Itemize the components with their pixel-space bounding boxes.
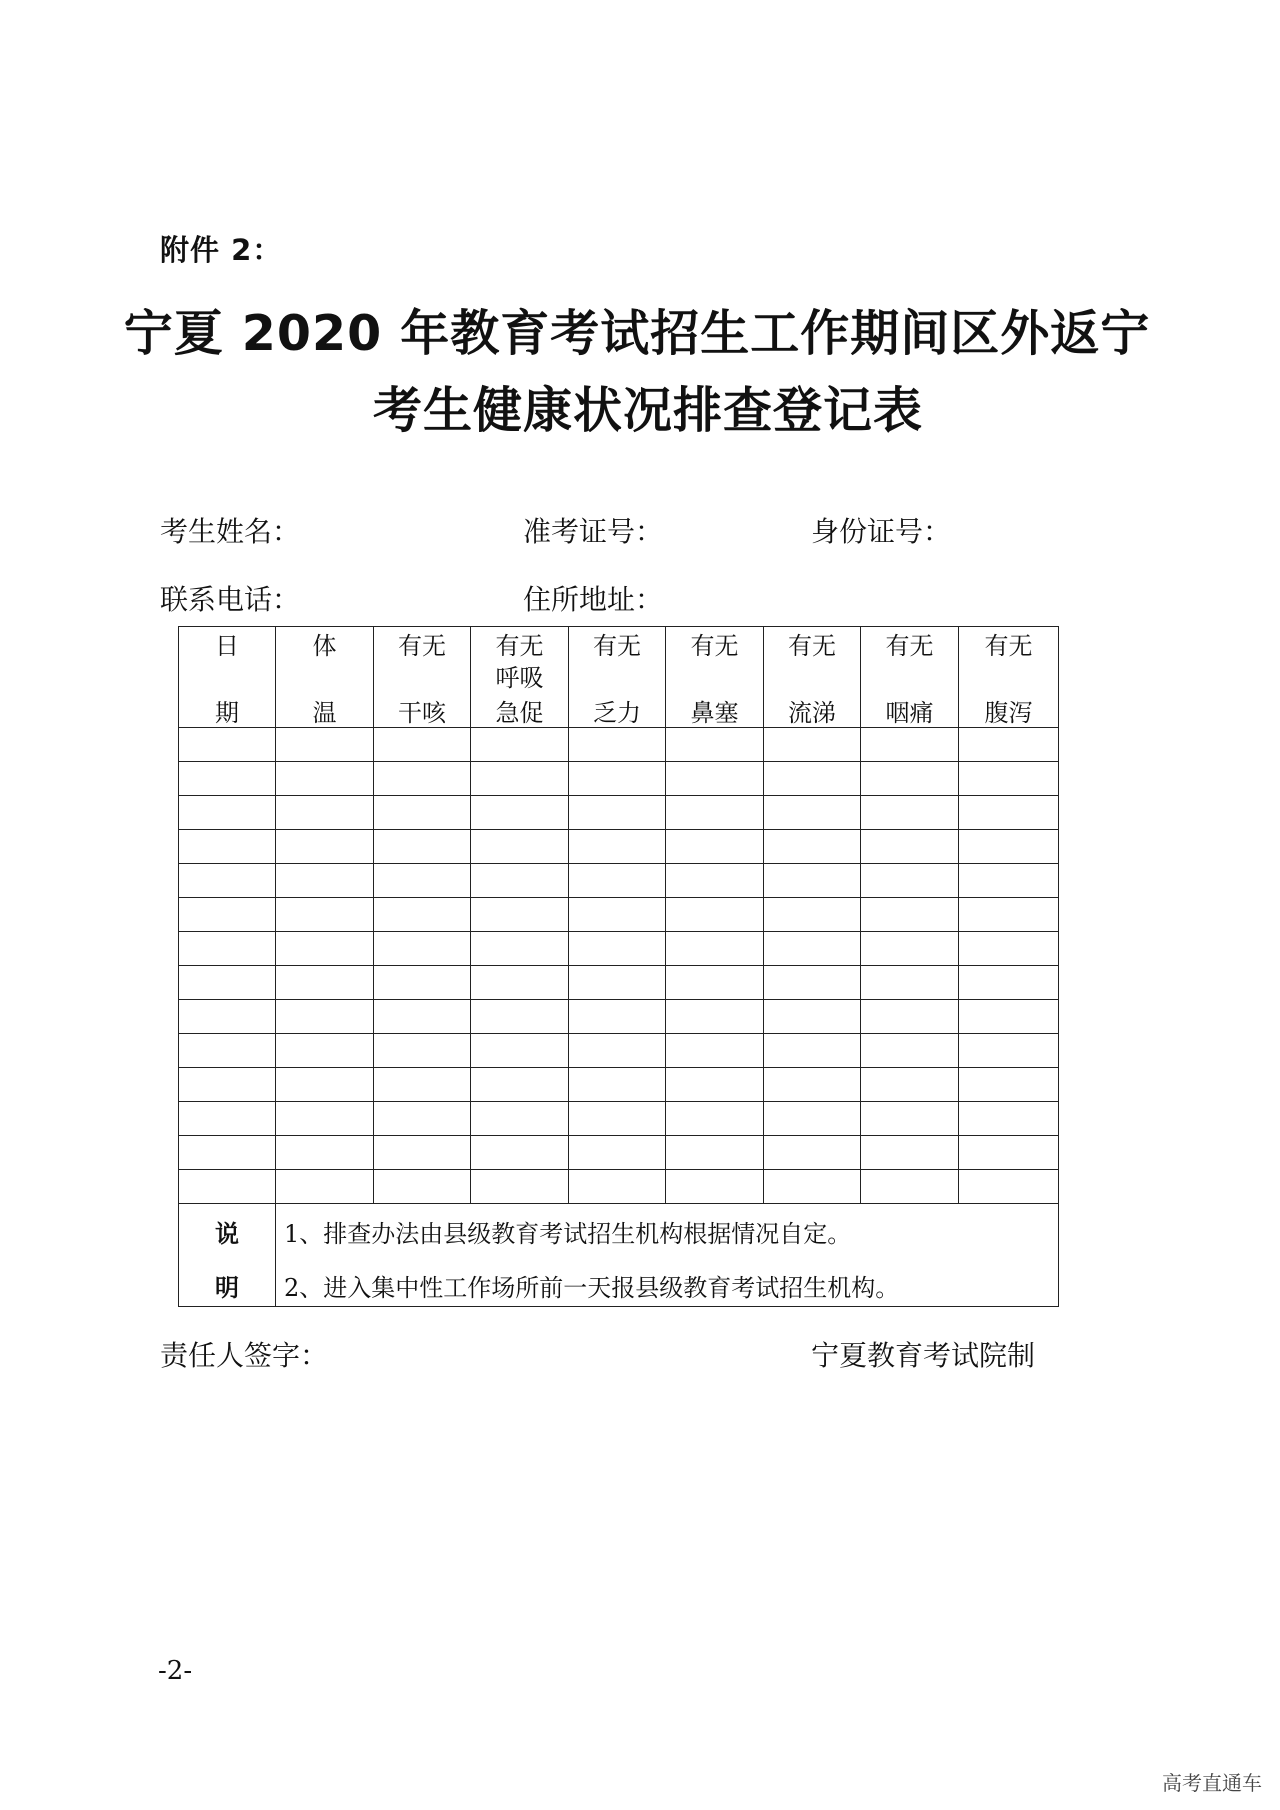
table-cell[interactable] <box>374 898 471 932</box>
table-cell[interactable] <box>276 1068 374 1102</box>
table-cell[interactable] <box>374 1170 471 1204</box>
table-cell[interactable] <box>959 1034 1059 1068</box>
table-cell[interactable] <box>374 864 471 898</box>
table-cell[interactable] <box>569 796 666 830</box>
table-cell[interactable] <box>179 932 276 966</box>
table-cell[interactable] <box>471 1102 569 1136</box>
table-cell[interactable] <box>276 1170 374 1204</box>
column-header-text-bottom: 温 <box>312 699 337 727</box>
table-cell[interactable] <box>179 762 276 796</box>
note-text-cell <box>276 1204 1059 1307</box>
watermark: 高考直通车 <box>1162 1771 1262 1795</box>
table-cell[interactable] <box>959 1170 1059 1204</box>
attachment-label: 附件 2： <box>160 233 283 267</box>
table-cell[interactable] <box>764 762 861 796</box>
table-cell[interactable] <box>374 1000 471 1034</box>
table-cell[interactable] <box>179 830 276 864</box>
column-header-5 <box>666 627 764 728</box>
table-cell[interactable] <box>569 932 666 966</box>
table-cell[interactable] <box>471 932 569 966</box>
table-cell[interactable] <box>861 762 959 796</box>
table-cell[interactable] <box>861 1068 959 1102</box>
page-title-line-1: 宁夏 2020 年教育考试招生工作期间区外返宁 <box>123 305 1151 362</box>
health-check-table <box>178 626 1059 1307</box>
table-cell[interactable] <box>179 796 276 830</box>
table-cell[interactable] <box>959 830 1059 864</box>
table-cell[interactable] <box>666 1170 764 1204</box>
table-cell[interactable] <box>471 762 569 796</box>
table-row <box>179 728 1059 762</box>
table-cell[interactable] <box>471 728 569 762</box>
table-cell[interactable] <box>764 796 861 830</box>
table-cell[interactable] <box>471 1136 569 1170</box>
table-cell[interactable] <box>471 1170 569 1204</box>
table-cell[interactable] <box>764 932 861 966</box>
column-header-text-top: 有无 <box>984 632 1033 660</box>
column-header-text-bottom: 流涕 <box>788 699 836 727</box>
table-cell[interactable] <box>471 1034 569 1068</box>
table-row <box>179 762 1059 796</box>
table-cell[interactable] <box>374 966 471 1000</box>
table-cell[interactable] <box>666 796 764 830</box>
table-cell[interactable] <box>861 932 959 966</box>
table-cell[interactable] <box>764 1136 861 1170</box>
column-header-text-bottom: 乏力 <box>593 699 641 727</box>
table-cell[interactable] <box>666 1000 764 1034</box>
issuer-label: 宁夏教育考试院制 <box>811 1339 1036 1372</box>
table-cell[interactable] <box>861 796 959 830</box>
page-title-line-2: 考生健康状况排查登记表 <box>372 382 923 439</box>
table-cell[interactable] <box>569 1068 666 1102</box>
column-header-3 <box>471 627 569 728</box>
table-cell[interactable] <box>959 864 1059 898</box>
table-cell[interactable] <box>569 966 666 1000</box>
column-header-text-bottom: 腹泻 <box>984 699 1033 727</box>
table-row <box>179 796 1059 830</box>
table-cell[interactable] <box>471 898 569 932</box>
table-cell[interactable] <box>276 898 374 932</box>
table-cell[interactable] <box>861 830 959 864</box>
table-cell[interactable] <box>276 1034 374 1068</box>
table-cell[interactable] <box>276 1102 374 1136</box>
address-field-label: 住所地址： <box>523 583 664 616</box>
column-header-text-bottom: 干咳 <box>398 699 446 727</box>
column-header-text-top: 有无 <box>690 632 739 660</box>
table-cell[interactable] <box>276 762 374 796</box>
table-cell[interactable] <box>861 1170 959 1204</box>
column-header-text-bottom: 急促 <box>495 699 544 727</box>
table-cell[interactable] <box>764 1034 861 1068</box>
column-header-text-bottom: 咽痛 <box>885 699 934 727</box>
table-row <box>179 966 1059 1000</box>
column-header-text-top: 有无 <box>593 632 641 660</box>
table-cell[interactable] <box>374 1136 471 1170</box>
table-cell[interactable] <box>179 1000 276 1034</box>
table-cell[interactable] <box>959 898 1059 932</box>
note-row <box>179 1204 1059 1307</box>
table-cell[interactable] <box>276 966 374 1000</box>
table-cell[interactable] <box>861 728 959 762</box>
table-cell[interactable] <box>374 1034 471 1068</box>
column-header-1 <box>276 627 374 728</box>
table-cell[interactable] <box>374 830 471 864</box>
table-cell[interactable] <box>666 1136 764 1170</box>
column-header-text-top: 有无 <box>788 632 836 660</box>
table-row <box>179 1170 1059 1204</box>
page-number: -2- <box>158 1656 193 1686</box>
table-cell[interactable] <box>276 1136 374 1170</box>
table-cell[interactable] <box>179 728 276 762</box>
note-line-1: 1、排查办法由县级教育考试招生机构根据情况自定。 <box>284 1220 852 1248</box>
table-cell[interactable] <box>374 1068 471 1102</box>
table-cell[interactable] <box>276 728 374 762</box>
table-cell[interactable] <box>569 864 666 898</box>
table-cell[interactable] <box>179 1068 276 1102</box>
table-cell[interactable] <box>764 1068 861 1102</box>
table-cell[interactable] <box>861 966 959 1000</box>
table-cell[interactable] <box>959 966 1059 1000</box>
column-header-6 <box>764 627 861 728</box>
table-cell[interactable] <box>276 932 374 966</box>
table-cell[interactable] <box>666 1068 764 1102</box>
table-cell[interactable] <box>179 898 276 932</box>
table-cell[interactable] <box>666 898 764 932</box>
column-header-text-bottom: 鼻塞 <box>690 699 739 727</box>
table-cell[interactable] <box>764 1000 861 1034</box>
table-cell[interactable] <box>569 1034 666 1068</box>
table-cell[interactable] <box>666 1102 764 1136</box>
table-cell[interactable] <box>374 1102 471 1136</box>
table-cell[interactable] <box>569 1000 666 1034</box>
table-cell[interactable] <box>861 898 959 932</box>
table-cell[interactable] <box>471 1068 569 1102</box>
table-row <box>179 898 1059 932</box>
table-cell[interactable] <box>764 1102 861 1136</box>
table-cell[interactable] <box>861 1000 959 1034</box>
table-cell[interactable] <box>179 1170 276 1204</box>
table-cell[interactable] <box>179 1102 276 1136</box>
table-cell[interactable] <box>666 762 764 796</box>
table-cell[interactable] <box>471 966 569 1000</box>
table-row <box>179 864 1059 898</box>
table-cell[interactable] <box>764 898 861 932</box>
table-cell[interactable] <box>374 762 471 796</box>
note-line-2: 2、进入集中性工作场所前一天报县级教育考试招生机构。 <box>284 1274 900 1302</box>
table-cell[interactable] <box>764 966 861 1000</box>
name-field-label: 考生姓名： <box>160 515 301 548</box>
table-cell[interactable] <box>569 1102 666 1136</box>
table-cell[interactable] <box>276 864 374 898</box>
table-cell[interactable] <box>764 1170 861 1204</box>
table-cell[interactable] <box>569 898 666 932</box>
table-cell[interactable] <box>861 864 959 898</box>
table-cell[interactable] <box>959 762 1059 796</box>
table-row <box>179 932 1059 966</box>
table-cell[interactable] <box>666 830 764 864</box>
note-label-cell <box>179 1204 276 1307</box>
column-header-text-top: 体 <box>312 632 337 660</box>
table-cell[interactable] <box>861 1136 959 1170</box>
table-cell[interactable] <box>764 728 861 762</box>
table-cell[interactable] <box>666 864 764 898</box>
column-header-text-top: 有无 <box>495 632 544 660</box>
column-header-text-top: 有无 <box>885 632 934 660</box>
table-cell[interactable] <box>569 728 666 762</box>
table-cell[interactable] <box>179 1034 276 1068</box>
table-cell[interactable] <box>471 1000 569 1034</box>
table-cell[interactable] <box>569 762 666 796</box>
table-cell[interactable] <box>276 796 374 830</box>
column-header-text-top: 日 <box>215 632 239 660</box>
table-cell[interactable] <box>666 932 764 966</box>
table-cell[interactable] <box>764 830 861 864</box>
table-cell[interactable] <box>959 932 1059 966</box>
table-cell[interactable] <box>374 796 471 830</box>
column-header-7 <box>861 627 959 728</box>
table-row <box>179 1102 1059 1136</box>
table-row <box>179 1136 1059 1170</box>
table-cell[interactable] <box>471 864 569 898</box>
table-row <box>179 1034 1059 1068</box>
phone-field-label: 联系电话： <box>160 583 301 616</box>
note-label-char-1: 说 <box>215 1220 239 1248</box>
table-cell[interactable] <box>666 966 764 1000</box>
table-cell[interactable] <box>959 796 1059 830</box>
id-number-field-label: 身份证号： <box>811 515 952 548</box>
table-cell[interactable] <box>179 1136 276 1170</box>
table-cell[interactable] <box>471 830 569 864</box>
column-header-2 <box>374 627 471 728</box>
table-cell[interactable] <box>959 728 1059 762</box>
table-cell[interactable] <box>959 1102 1059 1136</box>
table-cell[interactable] <box>374 932 471 966</box>
table-cell[interactable] <box>179 864 276 898</box>
table-cell[interactable] <box>959 1068 1059 1102</box>
column-header-0 <box>179 627 276 728</box>
column-header-text-mid: 呼吸 <box>495 664 544 692</box>
table-cell[interactable] <box>959 1000 1059 1034</box>
table-cell[interactable] <box>569 1136 666 1170</box>
signature-label: 责任人签字： <box>160 1339 329 1372</box>
table-cell[interactable] <box>861 1034 959 1068</box>
table-cell[interactable] <box>569 1170 666 1204</box>
table-cell[interactable] <box>764 864 861 898</box>
table-row <box>179 1000 1059 1034</box>
column-header-4 <box>569 627 666 728</box>
table-cell[interactable] <box>276 1000 374 1034</box>
table-cell[interactable] <box>179 966 276 1000</box>
table-header-row <box>179 627 1059 728</box>
table-cell[interactable] <box>959 1136 1059 1170</box>
table-cell[interactable] <box>276 830 374 864</box>
table-row <box>179 1068 1059 1102</box>
column-header-text-top: 有无 <box>398 632 446 660</box>
table-row <box>179 830 1059 864</box>
table-cell[interactable] <box>666 1034 764 1068</box>
table-cell[interactable] <box>569 830 666 864</box>
column-header-text-bottom: 期 <box>215 699 239 727</box>
table-cell[interactable] <box>374 728 471 762</box>
table-cell[interactable] <box>666 728 764 762</box>
note-label-char-2: 明 <box>215 1274 239 1302</box>
table-cell[interactable] <box>861 1102 959 1136</box>
column-header-8 <box>959 627 1059 728</box>
exam-number-field-label: 准考证号： <box>523 515 664 548</box>
table-cell[interactable] <box>471 796 569 830</box>
